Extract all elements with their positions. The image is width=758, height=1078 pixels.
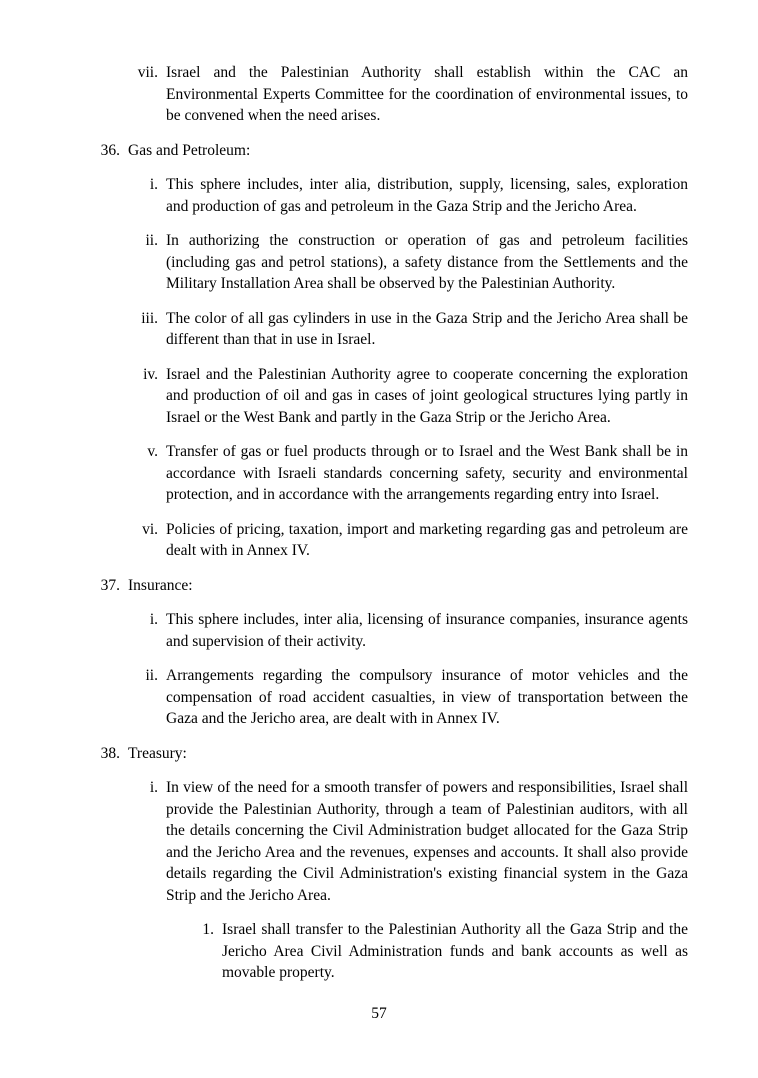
list-marker: 38. [100,744,120,762]
document-body [70,62,688,984]
list-marker: i. [149,779,158,796]
list-marker: i. [149,611,158,628]
paragraph-block [132,519,688,562]
page-number: 57 [371,1005,387,1022]
paragraph-block [132,609,688,652]
list-marker: v. [147,443,158,460]
paragraph-block [132,665,688,730]
paragraph-block [90,140,688,162]
paragraph-text: Israel and the Palestinian Authority shall establish within the CAC an Environmental Experts Committee for the coordination of environmental issues, to be convened when the need arises. [166,64,688,124]
paragraph-text: Arrangements regarding the compulsory insurance of motor vehicles and the compensation of road accident casualties, in view of transportation between the Gaza and the Jericho area, are dealt with in Annex IV. [166,667,688,727]
paragraph-text: In authorizing the construction or operation of gas and petroleum facilities (including gas and petrol stations), a safety distance from the Settlements and the Military Installation Area shall be observed by the Palestinian Authority. [166,232,688,292]
list-marker: iii. [141,309,158,327]
list-marker: ii. [145,667,158,684]
paragraph-block [132,777,688,906]
paragraph-block [198,919,688,984]
paragraph-block [132,174,688,217]
paragraph-text: This sphere includes, inter alia, licensing of insurance companies, insurance agents and supervision of their activity. [166,611,688,650]
paragraph-block [90,743,688,765]
paragraph-text: Israel and the Palestinian Authority agree to cooperate concerning the exploration and production of oil and gas in cases of joint geological structures lying partly in Israel or the West Bank and partly in the Gaza Strip or the Jericho Area. [166,365,688,426]
paragraph-text: Transfer of gas or fuel products through or to Israel and the West Bank shall be in accordance with Israeli standards concerning safety, security and environmental protection, and in accordance with the arrangements regarding entry into Israel. [166,443,688,503]
paragraph-text: Policies of pricing, taxation, import and marketing regarding gas and petroleum are dealt with in Annex IV. [166,520,688,559]
paragraph-text: Israel shall transfer to the Palestinian Authority all the Gaza Strip and the Jericho Area Civil Administration funds and bank accounts as well as movable property. [222,921,688,981]
paragraph-block [132,364,688,429]
list-marker: 1. [202,921,214,938]
paragraph-block [90,575,688,597]
paragraph-block [132,308,688,351]
paragraph-text: In view of the need for a smooth transfer of powers and responsibilities, Israel shall provide the Palestinian Authority, through a team of Palestinian auditors, with all the details concerning the Civil Administration budget allocated for the Gaza Strip and the Jericho Area and the revenues, expenses and accounts. It shall also provide details regarding the Civil Administration's existing financial system in the Gaza Strip and the Jericho Area. [166,779,688,904]
paragraph-text: This sphere includes, inter alia, distribution, supply, licensing, sales, exploration and production of gas and petroleum in the Gaza Strip and the Jericho Area. [166,176,688,215]
list-marker: vi. [142,520,158,538]
list-marker: 37. [100,576,120,594]
list-marker: vii. [137,64,158,81]
paragraph-block [132,62,688,127]
list-marker: 36. [100,141,120,159]
list-marker: i. [149,176,158,193]
list-marker: ii. [145,232,158,249]
paragraph-block [132,230,688,295]
paragraph-text: The color of all gas cylinders in use in the Gaza Strip and the Jericho Area shall be different than that in use in Israel. [166,309,688,348]
list-marker: iv. [143,365,158,383]
paragraph-text: Insurance: [128,576,193,594]
paragraph-block [132,441,688,506]
paragraph-text: Gas and Petroleum: [128,141,251,159]
paragraph-text: Treasury: [128,744,187,762]
